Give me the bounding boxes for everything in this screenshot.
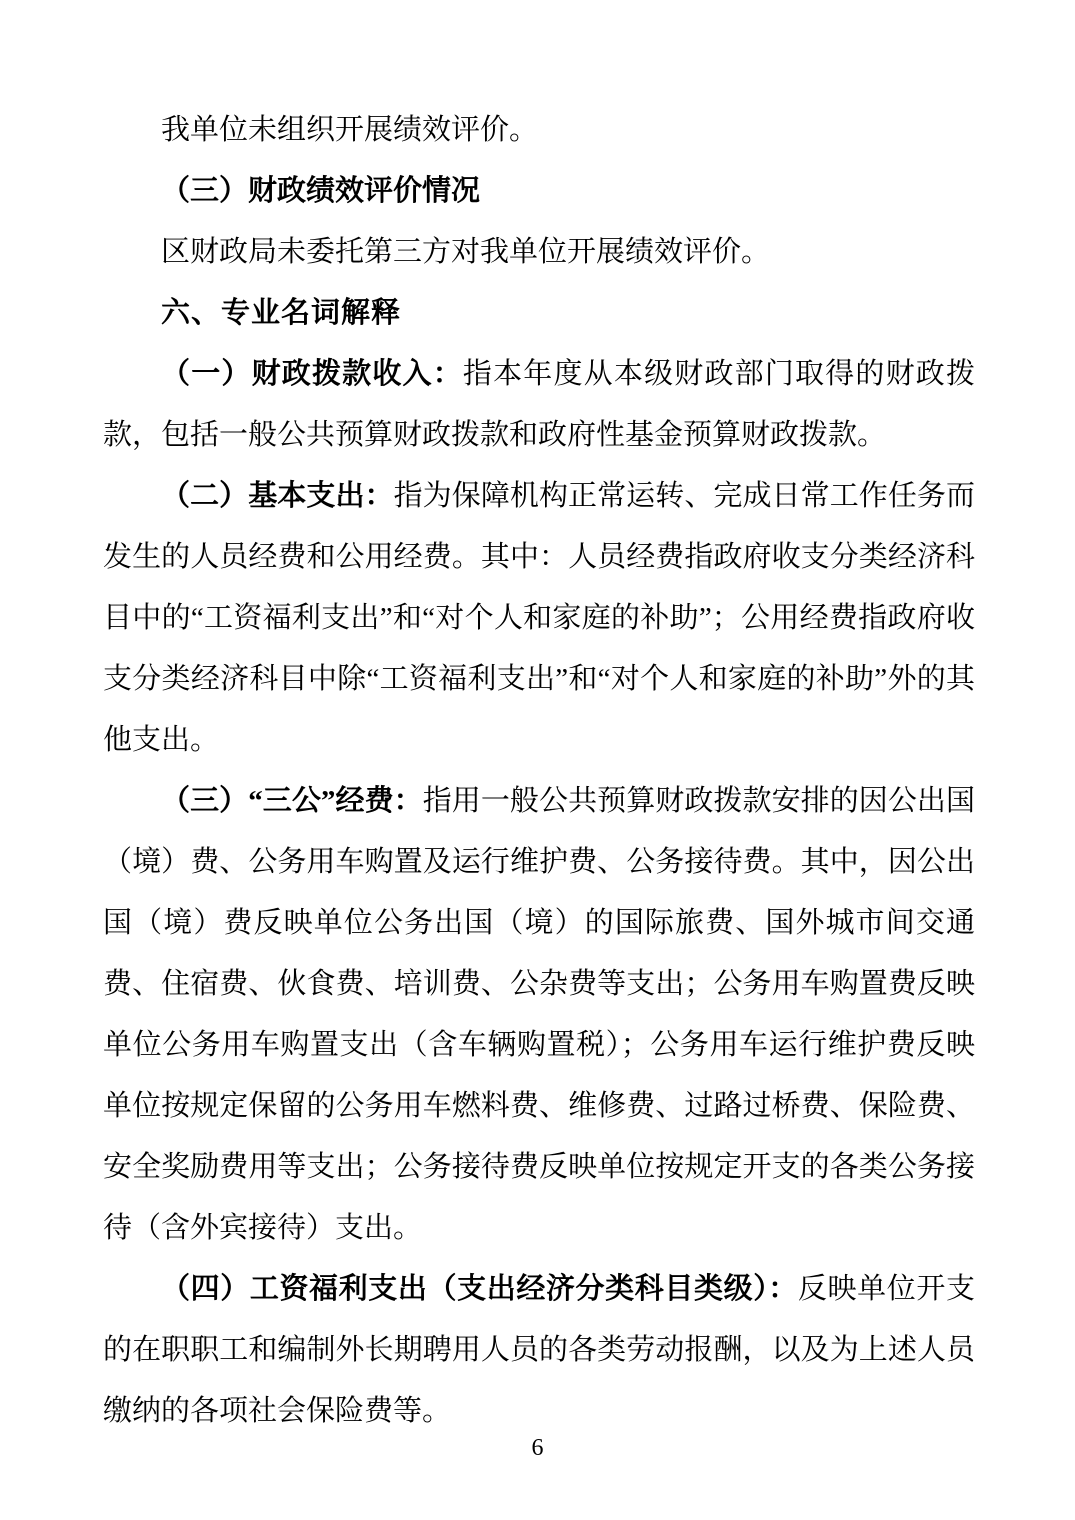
term-definition-basic-expenditure — [103, 466, 975, 771]
term-body: 指本年度从本级财政部门取得的财政拨款，包括一般公共预算财政拨款和政府性基金预算财政拨款。 — [103, 358, 975, 451]
section-heading-fiscal-performance-evaluation — [103, 161, 975, 222]
page-number: 6 — [531, 1435, 544, 1461]
paragraph-text: 区财政局未委托第三方对我单位开展绩效评价。 — [161, 236, 771, 268]
term-title: （一）财政拨款收入： — [161, 358, 463, 390]
term-definition-three-public-expenses — [103, 771, 975, 1259]
paragraph-performance-note — [103, 100, 975, 161]
heading-text: 六、专业名词解释 — [161, 297, 402, 329]
term-title: （二）基本支出： — [161, 480, 394, 512]
document-content — [103, 100, 975, 1442]
term-title: （三）“三公”经费： — [161, 785, 423, 817]
paragraph-text: 我单位未组织开展绩效评价。 — [161, 114, 539, 146]
term-title: （四）工资福利支出（支出经济分类科目类级）： — [161, 1273, 798, 1305]
term-definition-fiscal-appropriation-income — [103, 344, 975, 466]
term-body: 反映单位开支的在职职工和编制外长期聘用人员的各类劳动报酬，以及为上述人员缴纳的各项社会保险费等。 — [103, 1273, 975, 1427]
term-definition-salary-welfare-expenditure — [103, 1259, 975, 1442]
term-body: 指为保障机构正常运转、完成日常工作任务而发生的人员经费和公用经费。其中：人员经费指政府收支分类经济科目中的“工资福利支出”和“对个人和家庭的补助”；公用经费指政府收支分类经济科目中除“工资福利支出”和“对个人和家庭的补助”外的其他支出。 — [103, 480, 975, 756]
heading-text: （三）财政绩效评价情况 — [161, 175, 481, 207]
paragraph-finance-bureau-note — [103, 222, 975, 283]
term-body: 指用一般公共预算财政拨款安排的因公出国（境）费、公务用车购置及运行维护费、公务接待费。其中，因公出国（境）费反映单位公务出国（境）的国际旅费、国外城市间交通费、住宿费、伙食费、培训费、公杂费等支出；公务用车购置费反映单位公务用车购置支出（含车辆购置税）；公务用车运行维护费反映单位按规定保留的公务用车燃料费、维修费、过路过桥费、保险费、安全奖励费用等支出；公务接待费反映单位按规定开支的各类公务接待（含外宾接待）支出。 — [103, 785, 975, 1244]
section-heading-terminology — [103, 283, 975, 344]
